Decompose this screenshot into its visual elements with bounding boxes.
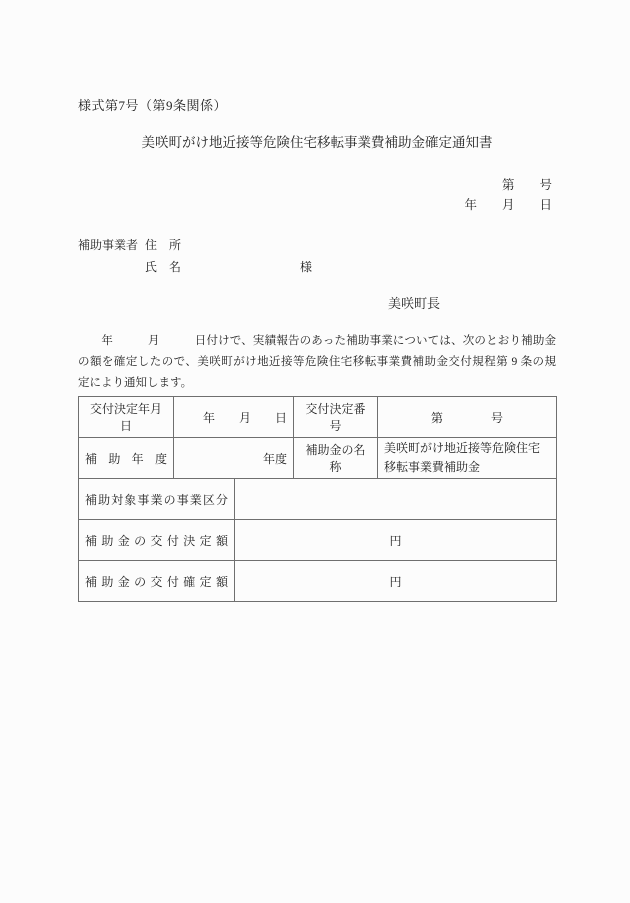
subsidy-name-value-cell: 美咲町がけ地近接等危険住宅移転事業費補助金 — [378, 438, 557, 479]
table-row-decision-date — [79, 397, 557, 438]
subsidy-year-header-cell: 補助年度 — [79, 438, 174, 479]
subsidy-name-header-cell: 補助金の名称 — [294, 438, 378, 479]
recipient-block — [78, 234, 556, 278]
project-category-value-cell — [235, 479, 557, 520]
table-row-project-category — [79, 479, 557, 520]
body-line-3: 定により通知します。 — [78, 377, 193, 389]
decided-amount-value-cell: 円 — [235, 520, 557, 561]
decision-number-header-cell: 交付決定番号 — [294, 397, 378, 438]
confirmed-amount-header-cell: 補助金の交付確定額 — [79, 561, 235, 602]
recipient-party-label: 補助事業者 — [78, 238, 139, 252]
decided-amount-header-cell: 補助金の交付決定額 — [79, 520, 235, 561]
recipient-name-line — [78, 256, 556, 278]
document-title: 美咲町がけ地近接等危険住宅移転事業費補助金確定通知書 — [141, 135, 493, 150]
body-line-1: 年 月 日付けで、実績報告のあった補助事業については、次のとおり補助金 — [78, 335, 556, 347]
project-category-header-cell: 補助対象事業の事業区分 — [79, 479, 235, 520]
confirmed-amount-value-cell: 円 — [235, 561, 557, 602]
recipient-address-line — [78, 234, 556, 256]
issuer-title: 美咲町長 — [388, 296, 441, 311]
subsidy-year-value-cell: 年度 — [174, 438, 294, 479]
table-row-decided-amount — [79, 520, 557, 561]
decision-date-header-cell: 交付決定年月日 — [79, 397, 174, 438]
issue-info-block — [464, 175, 552, 215]
issue-number-line: 第 号 — [501, 178, 552, 192]
recipient-name-label: 氏 名 — [145, 260, 182, 274]
body-paragraph — [78, 331, 556, 394]
issue-date-line: 年 月 日 — [464, 198, 552, 212]
table-row-subsidy-year — [79, 438, 557, 479]
body-line-2: の額を確定したので、美咲町がけ地近接等危険住宅移転事業費補助金交付規程第 9 条の規 — [78, 356, 556, 368]
grant-decision-table — [78, 396, 557, 602]
form-number-label: 様式第7号（第9条関係） — [78, 98, 228, 113]
table-row-confirmed-amount — [79, 561, 557, 602]
decision-date-value-cell: 年 月 日 — [174, 397, 294, 438]
recipient-address-label: 住 所 — [145, 238, 182, 252]
decision-number-value-cell: 第 号 — [378, 397, 557, 438]
recipient-honorific: 様 — [300, 260, 313, 274]
